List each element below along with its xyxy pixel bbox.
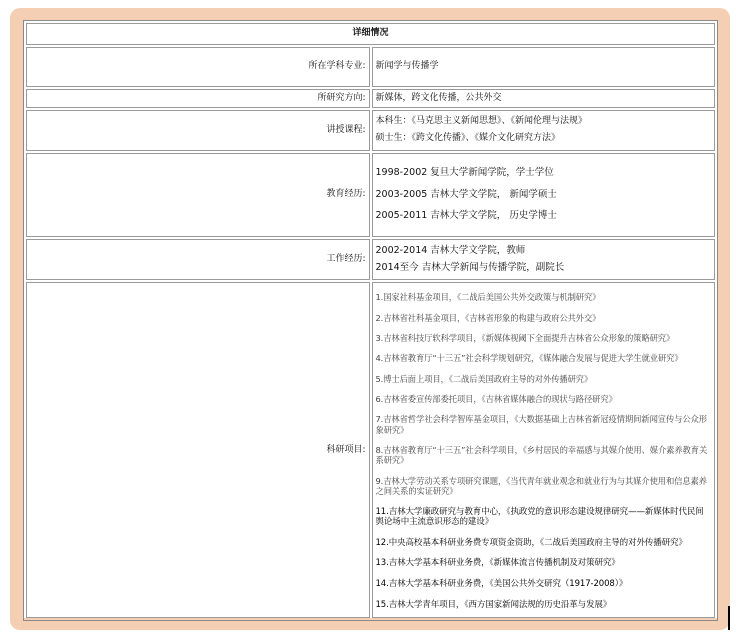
research-item: 13.吉林大学基本科研业务费，《新媒体流言传播机制及对策研究》 <box>375 558 620 569</box>
course-line: 硕士生：《跨文化传播》、《媒介文化研究方法》 <box>375 133 561 144</box>
research-item: 11.吉林大学廉政研究与教育中心，《执政党的意识形态建设规律研究——新媒体时代民间舆论场中主流意识形态的建设》 <box>375 506 704 528</box>
research-item: 6.吉林省委宣传部委托项目，《吉林省媒体融合的现状与路径研究》 <box>375 394 617 405</box>
research-item: 8.吉林省教育厅“十三五”社会科学项目，《乡村居民的幸福感与其媒介使用、媒介素养教育关系研究》 <box>375 445 708 466</box>
research-item: 4.吉林省教育厅“十三五”社会科学规划研究，《媒体融合发展与促进大学生就业研究》 <box>375 353 683 364</box>
research-label: 科研项目: <box>26 282 370 618</box>
education-line: 1998-2002 复旦大学新闻学院，学士学位 <box>375 166 554 178</box>
education-value <box>372 153 716 237</box>
education-label: 教育经历: <box>26 153 370 237</box>
table-row-courses <box>26 110 715 151</box>
research-item: 1.国家社科基金项目，《二战后美国公共外交政策与机制研究》 <box>375 292 601 303</box>
course-line: 本科生：《马克思主义新闻思想》、《新闻伦理与法规》 <box>375 116 588 126</box>
research-item: 5.博士后面上项目，《二战后美国政府主导的对外传播研究》 <box>375 373 593 384</box>
detail-table <box>23 20 718 621</box>
scroll-edge-marker <box>728 606 730 630</box>
research-item: 7.吉林省哲学社会科学智库基金项目，《大数据基础上吉林省新冠疫情期间新闻宣传与公众形象研究》 <box>375 414 707 435</box>
work-label: 工作经历: <box>26 239 370 281</box>
research-item: 14.吉林大学基本科研业务费，《美国公共外交研究（1917-2008）》 <box>375 579 628 590</box>
research-item: 12.中央高校基本科研业务费专项资金资助，《二战后美国政府主导的对外传播研究》 <box>375 537 687 548</box>
education-line: 2003-2005 吉林大学文学院， 新闻学硕士 <box>375 188 557 200</box>
research-item: 9.吉林大学劳动关系专项研究课题，《当代青年就业观念和就业行为与其媒介使用和信息素养之间关系的实证研究》 <box>375 475 707 497</box>
detail-sheet <box>23 20 718 618</box>
direction-value: 新媒体，跨文化传播，公共外交 <box>372 89 716 108</box>
table-row-work <box>26 239 715 281</box>
research-value <box>372 282 716 618</box>
work-line: 2002-2014 吉林大学文学院，教师 <box>375 244 526 256</box>
profile-value: 新闻学与传播学 <box>372 47 716 87</box>
table-row-research <box>26 282 715 618</box>
work-line: 2014至今 吉林大学新闻与传播学院，副院长 <box>375 262 565 274</box>
courses-label: 讲授课程: <box>26 110 370 151</box>
direction-label: 所研究方向: <box>26 89 370 108</box>
profile-label: 所在学科专业: <box>26 47 370 87</box>
table-row-profile <box>26 47 715 87</box>
table-row-direction <box>26 89 715 108</box>
table-header: 详细情况 <box>26 23 715 45</box>
education-line: 2005-2011 吉林大学文学院， 历史学博士 <box>375 210 557 222</box>
courses-value <box>372 110 716 151</box>
table-row-education <box>26 153 715 237</box>
research-item: 3.吉林省科技厅软科学项目，《新媒体视阈下全面提升吉林省公众形象的策略研究》 <box>375 332 675 343</box>
work-value <box>372 239 716 281</box>
research-item: 15.吉林大学青年项目，《西方国家新闻法规的历史沿革与发展》 <box>375 599 612 610</box>
research-item: 2.吉林省社科基金项目，《吉林省形象的构建与政府公共外交》 <box>375 312 601 323</box>
